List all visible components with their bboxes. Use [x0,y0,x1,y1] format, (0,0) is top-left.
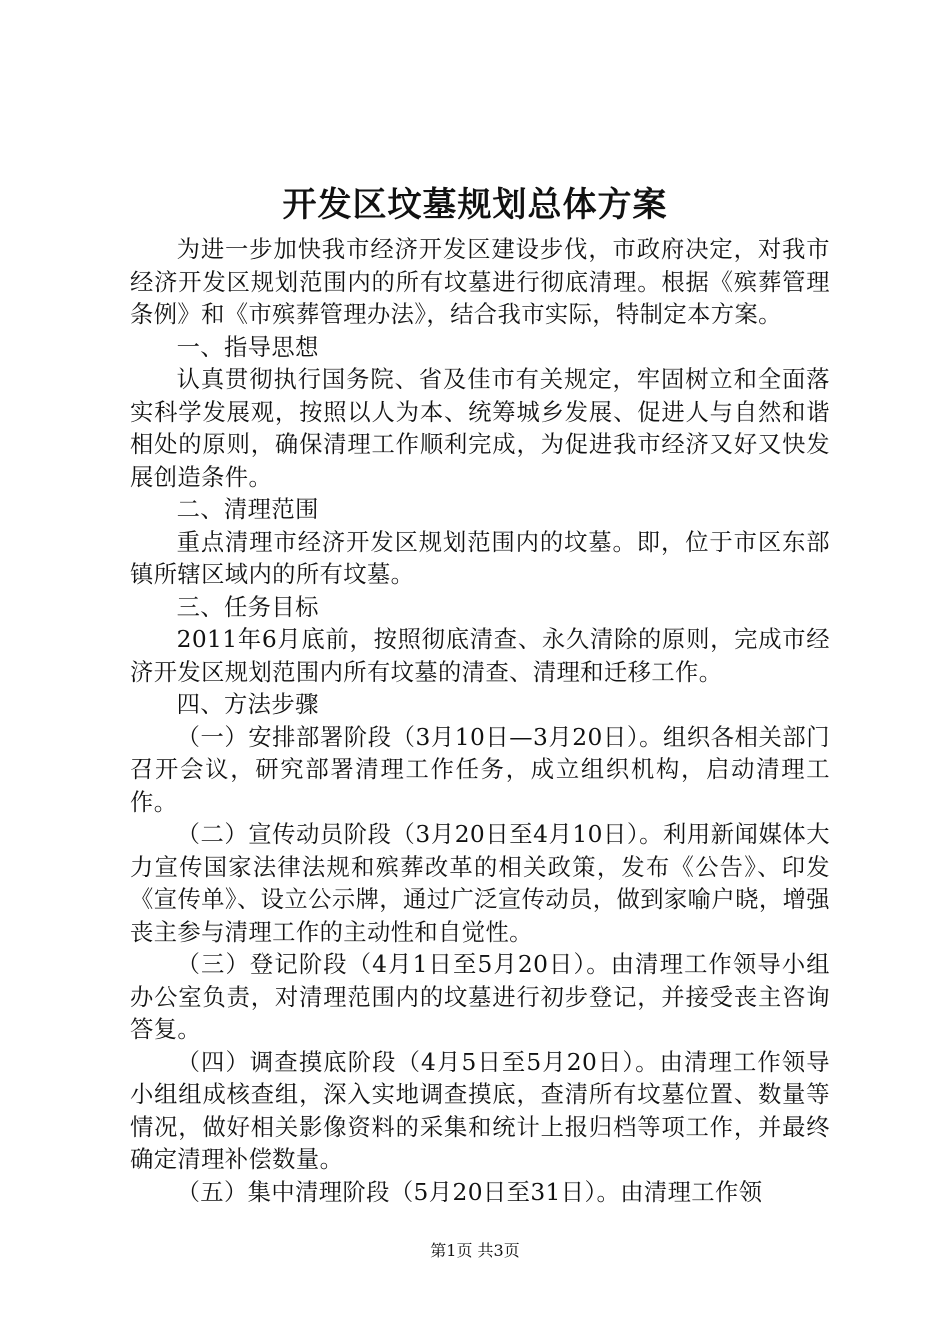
section-heading-scope: 二、清理范围 [176,496,319,523]
paragraph-step-2: （二）宣传动员阶段（3月20日至4月10日）。利用新闻媒体大力宣传国家法律法规和殡葬改革的相关政策，发布《公告》、印发《宣传单》、设立公示牌，通过广泛宣传动员，做到家喻户晓，增强丧主参与清理工作的主动性和自觉性。 [130,821,830,946]
document-body [130,234,830,1209]
section-heading-guiding-ideology: 一、指导思想 [176,333,319,361]
section-heading-goals: 三、任务目标 [176,593,319,621]
document-title: 开发区坟墓规划总体方案 [282,185,668,225]
paragraph-step-1: （一）安排部署阶段（3月10日—3月20日）。组织各相关部门召开会议，研究部署清理工作任务，成立组织机构，启动清理工作。 [130,723,830,816]
paragraph-step-3: （三）登记阶段（4月1日至5月20日）。由清理工作领导小组办公室负责，对清理范围内的坟墓进行初步登记，并接受丧主咨询答复。 [130,951,830,1043]
paragraph-step-4: （四）调查摸底阶段（4月5日至5月20日）。由清理工作领导小组组成核查组，深入实地调查摸底，查清所有坟墓位置、数量等情况，做好相关影像资料的采集和统计上报归档等项工作，并最终确定清理补偿数量。 [130,1048,830,1173]
paragraph-intro: 为进一步加快我市经济开发区建设步伐，市政府决定，对我市经济开发区规划范围内的所有坟墓进行彻底清理。根据《殡葬管理条例》和《市殡葬管理办法》，结合我市实际，特制定本方案。 [130,236,830,328]
paragraph-guiding-ideology: 认真贯彻执行国务院、省及佳市有关规定，牢固树立和全面落实科学发展观，按照以人为本、统筹城乡发展、促进人与自然和谐相处的原则，确保清理工作顺利完成，为促进我市经济又好又快发展创造条件。 [130,366,830,491]
paragraph-scope: 重点清理市经济开发区规划范围内的坟墓。即，位于市区东部镇所辖区域内的所有坟墓。 [130,528,830,588]
paragraph-goals: 2011年6月底前，按照彻底清查、永久清除的原则，完成市经济开发区规划范围内所有坟墓的清查、清理和迁移工作。 [130,626,830,686]
paragraph-step-5: （五）集中清理阶段（5月20日至31日）。由清理工作领 [176,1178,763,1206]
section-heading-steps: 四、方法步骤 [176,691,319,718]
page-footer: 第1页 共3页 [430,1241,520,1260]
